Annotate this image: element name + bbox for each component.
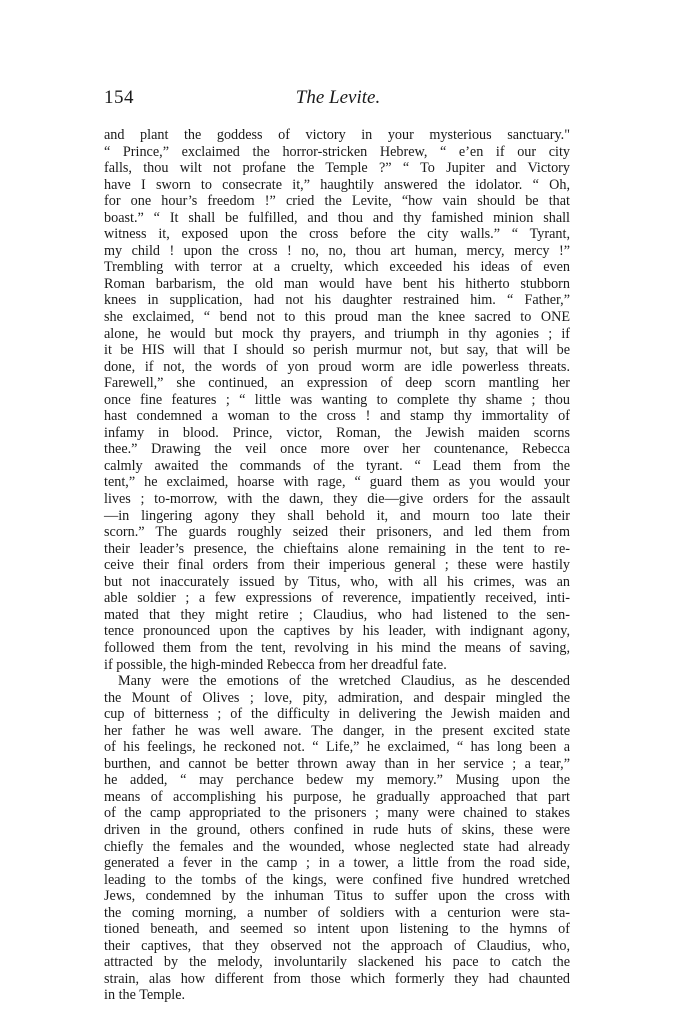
text-line: tioned beneath, and seemed so intent upon listening to the hymns of (104, 921, 570, 938)
text-line: cup of bitterness ; of the difficulty in delivering the Jewish maiden and (104, 706, 570, 723)
text-line: leading to the tombs of the kings, were confined five hundred wretched (104, 871, 570, 888)
text-line: mated that they might retire ; Claudius, who had listened to the sen- (104, 606, 570, 623)
running-head (104, 87, 572, 113)
text-line: alone, he would but mock thy prayers, and triumph in thy agonies ; if (104, 325, 570, 342)
text-line: and plant the goddess of victory in your mysterious sanctuary." (104, 127, 570, 143)
text-line: generated a fever in the camp ; in a tower, a little from the road side, (104, 855, 570, 872)
text-line: if possible, the high-minded Rebecca from her dreadful fate. (104, 656, 447, 673)
text-line: Many were the emotions of the wretched Claudius, as he descended (118, 673, 570, 690)
text-line: scorn.” The guards roughly seized their prisoners, and led them from (104, 524, 570, 541)
body-text (104, 127, 570, 1004)
text-line: it be HIS will that I should so perish murmur not, but say, that will be (104, 342, 570, 359)
text-line: of his feelings, he reckoned not. “ Life,” he exclaimed, “ has long been a (104, 739, 570, 756)
text-line: boast.” “ It shall be fulfilled, and thou and thy famished minion shall (104, 209, 570, 226)
text-line: once fine features ; “ little was wanting to complete thy shame ; thou (104, 391, 570, 408)
text-line: hast condemned a woman to the cross ! and stamp thy immortality of (104, 408, 570, 425)
text-line: the Mount of Olives ; love, pity, admiration, and despair mingled the (104, 689, 570, 706)
text-line: for one hour’s freedom !” cried the Levite, “how vain should be that (104, 193, 570, 210)
text-line: done, if not, the words of yon proud worm are idle powerless threats. (104, 358, 570, 375)
text-line: Trembling with terror at a cruelty, which exceeded his ideas of even (104, 259, 570, 276)
text-line: the coming morning, a number of soldiers with a centurion were sta- (104, 904, 570, 921)
text-line: burthen, and cannot be better thrown away than in her service ; a tear,” (104, 755, 570, 772)
text-line: attracted by the melody, involuntarily slackened his pace to catch the (104, 954, 570, 971)
text-line: able soldier ; a few expressions of reverence, impatiently received, inti- (104, 590, 570, 607)
text-line: followed them from the tent, revolving in his mind the means of saving, (104, 639, 570, 656)
text-line: —in lingering agony they shall behold it, and mourn too late their (104, 507, 570, 524)
text-line: means of accomplishing his purpose, he gradually approached that part (104, 788, 570, 805)
text-line: Farewell,” she continued, an expression of deep scorn mantling her (104, 375, 570, 392)
text-line: Jews, condemned by the inhuman Titus to suffer upon the cross with (104, 888, 570, 905)
text-line: she exclaimed, “ bend not to this proud man the knee sacred to ONE (104, 309, 570, 326)
text-line: tent,” he exclaimed, hoarse with rage, “ guard them as you would your (104, 474, 570, 491)
text-line: witness it, exposed upon the cross before the city walls.” “ Tyrant, (104, 226, 570, 243)
text-line: thee.” Drawing the veil once more over her countenance, Rebecca (104, 441, 570, 458)
text-line: in the Temple. (104, 987, 186, 1004)
text-line: Roman barbarism, the old man would have bent his hitherto stubborn (104, 275, 570, 292)
text-line: their leader’s presence, the chieftains alone remaining in the tent to re- (104, 540, 570, 557)
text-line: lives ; to-morrow, with the dawn, they die—give orders for the assault (104, 491, 570, 508)
page-number: 154 (104, 87, 134, 108)
text-line: her father he was well aware. The danger, in the present excited state (104, 722, 570, 739)
text-line: chiefly the females and the wounded, whose neglected state had already (104, 838, 570, 855)
text-line: he added, “ may perchance bedew my memory.” Musing upon the (104, 772, 570, 789)
text-line: infamy in blood. Prince, victor, Roman, the Jewish maiden scorns (104, 424, 570, 441)
text-line: have I sworn to consecrate it,” haughtily answered the idolator. “ Oh, (104, 176, 570, 193)
text-line: “ Prince,” exclaimed the horror-stricken Hebrew, “ e’en if our city (104, 143, 570, 160)
text-line: falls, thou wilt not profane the Temple ?” “ To Jupiter and Victory (104, 160, 570, 177)
text-line: driven in the ground, others confined in rude huts of skins, these were (104, 821, 570, 838)
text-line: strain, alas how different from those which formerly they had chaunted (104, 970, 570, 987)
text-line: their captives, that they observed not the approach of Claudius, who, (104, 937, 570, 954)
text-line: tence pronounced upon the captives by his leader, with indignant agony, (104, 623, 570, 640)
text-line: but not inaccurately issued by Titus, who, with all his crimes, was an (104, 573, 570, 590)
text-line: calmly awaited the commands of the tyrant. “ Lead them from the (104, 457, 570, 474)
text-line: ceive their final orders from their imperious general ; these were hastily (104, 557, 570, 574)
text-line: knees in supplication, had not his daughter restrained him. “ Father,” (104, 292, 570, 309)
text-line: of the camp appropriated to the prisoners ; many were chained to stakes (104, 805, 570, 822)
running-title: The Levite. (295, 87, 381, 108)
text-line: my child ! upon the cross ! no, no, thou art human, mercy, mercy !” (104, 242, 570, 259)
